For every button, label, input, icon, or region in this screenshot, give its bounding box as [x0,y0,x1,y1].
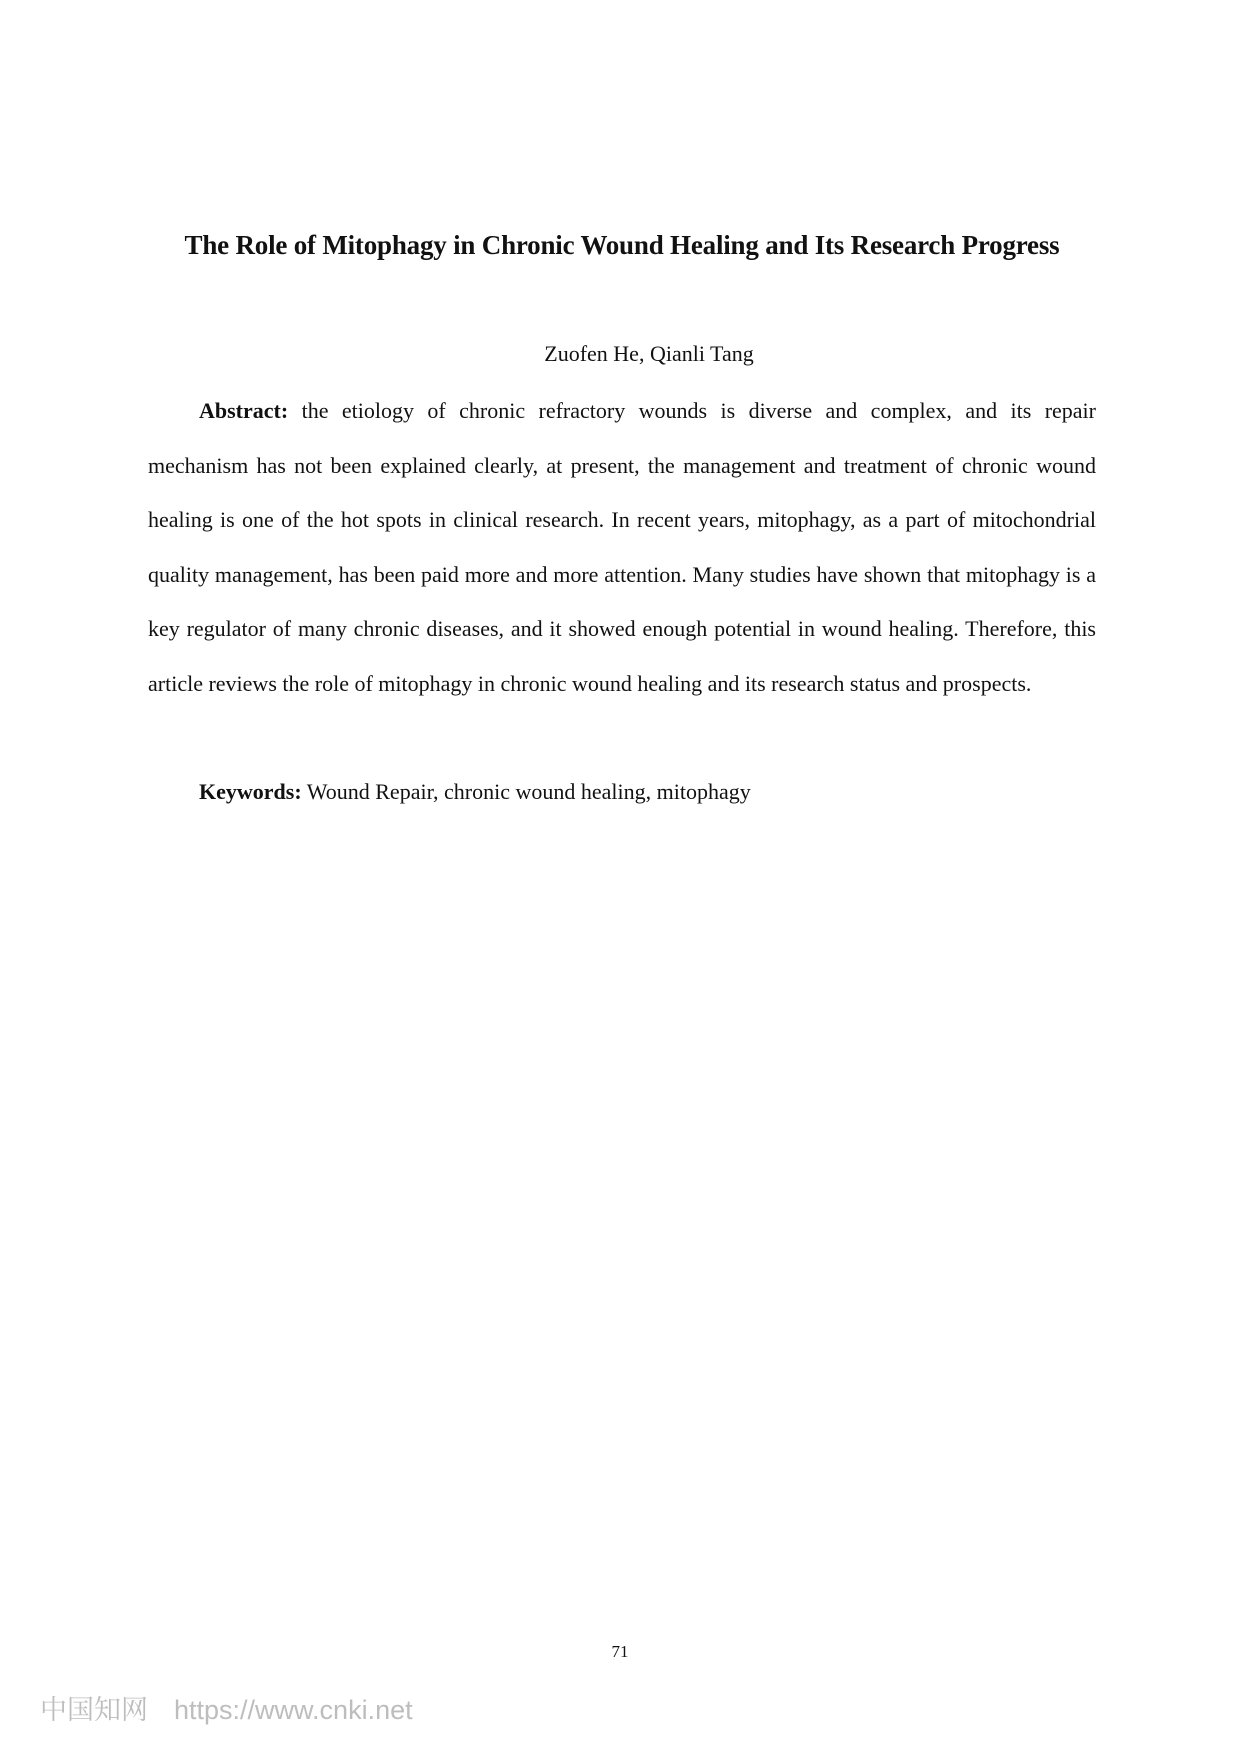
cnki-watermark [40,1693,413,1727]
watermark-url: https://www.cnki.net [174,1695,413,1725]
keywords-text: Wound Repair, chronic wound healing, mitophagy [301,779,751,804]
page-number: 71 [611,1642,629,1661]
paper-authors: Zuofen He, Qianli Tang [544,341,754,366]
keywords-paragraph [148,765,1096,820]
keywords-label: Keywords: [199,779,302,804]
abstract-label: Abstract: [199,398,289,423]
abstract-paragraph [148,384,1096,711]
watermark-site-name: 中国知网 [40,1695,148,1725]
abstract-text: the etiology of chronic refractory wounds is diverse and complex, and its repair mechanism has not been explained clearly, at present, the management and treatment of chronic wound healing is one of the hot spots in clinical research. In recent years, mitophagy, as a part of mitochondrial quality management, has been paid more and more attention. Many studies have shown that mitophagy is a key regulator of many chronic diseases, and it showed enough potential in wound healing. Therefore, this article reviews the role of mitophagy in chronic wound healing and its research status and prospects. [148,398,1096,696]
paper-title: The Role of Mitophagy in Chronic Wound Healing and Its Research Progress [184,230,1060,260]
